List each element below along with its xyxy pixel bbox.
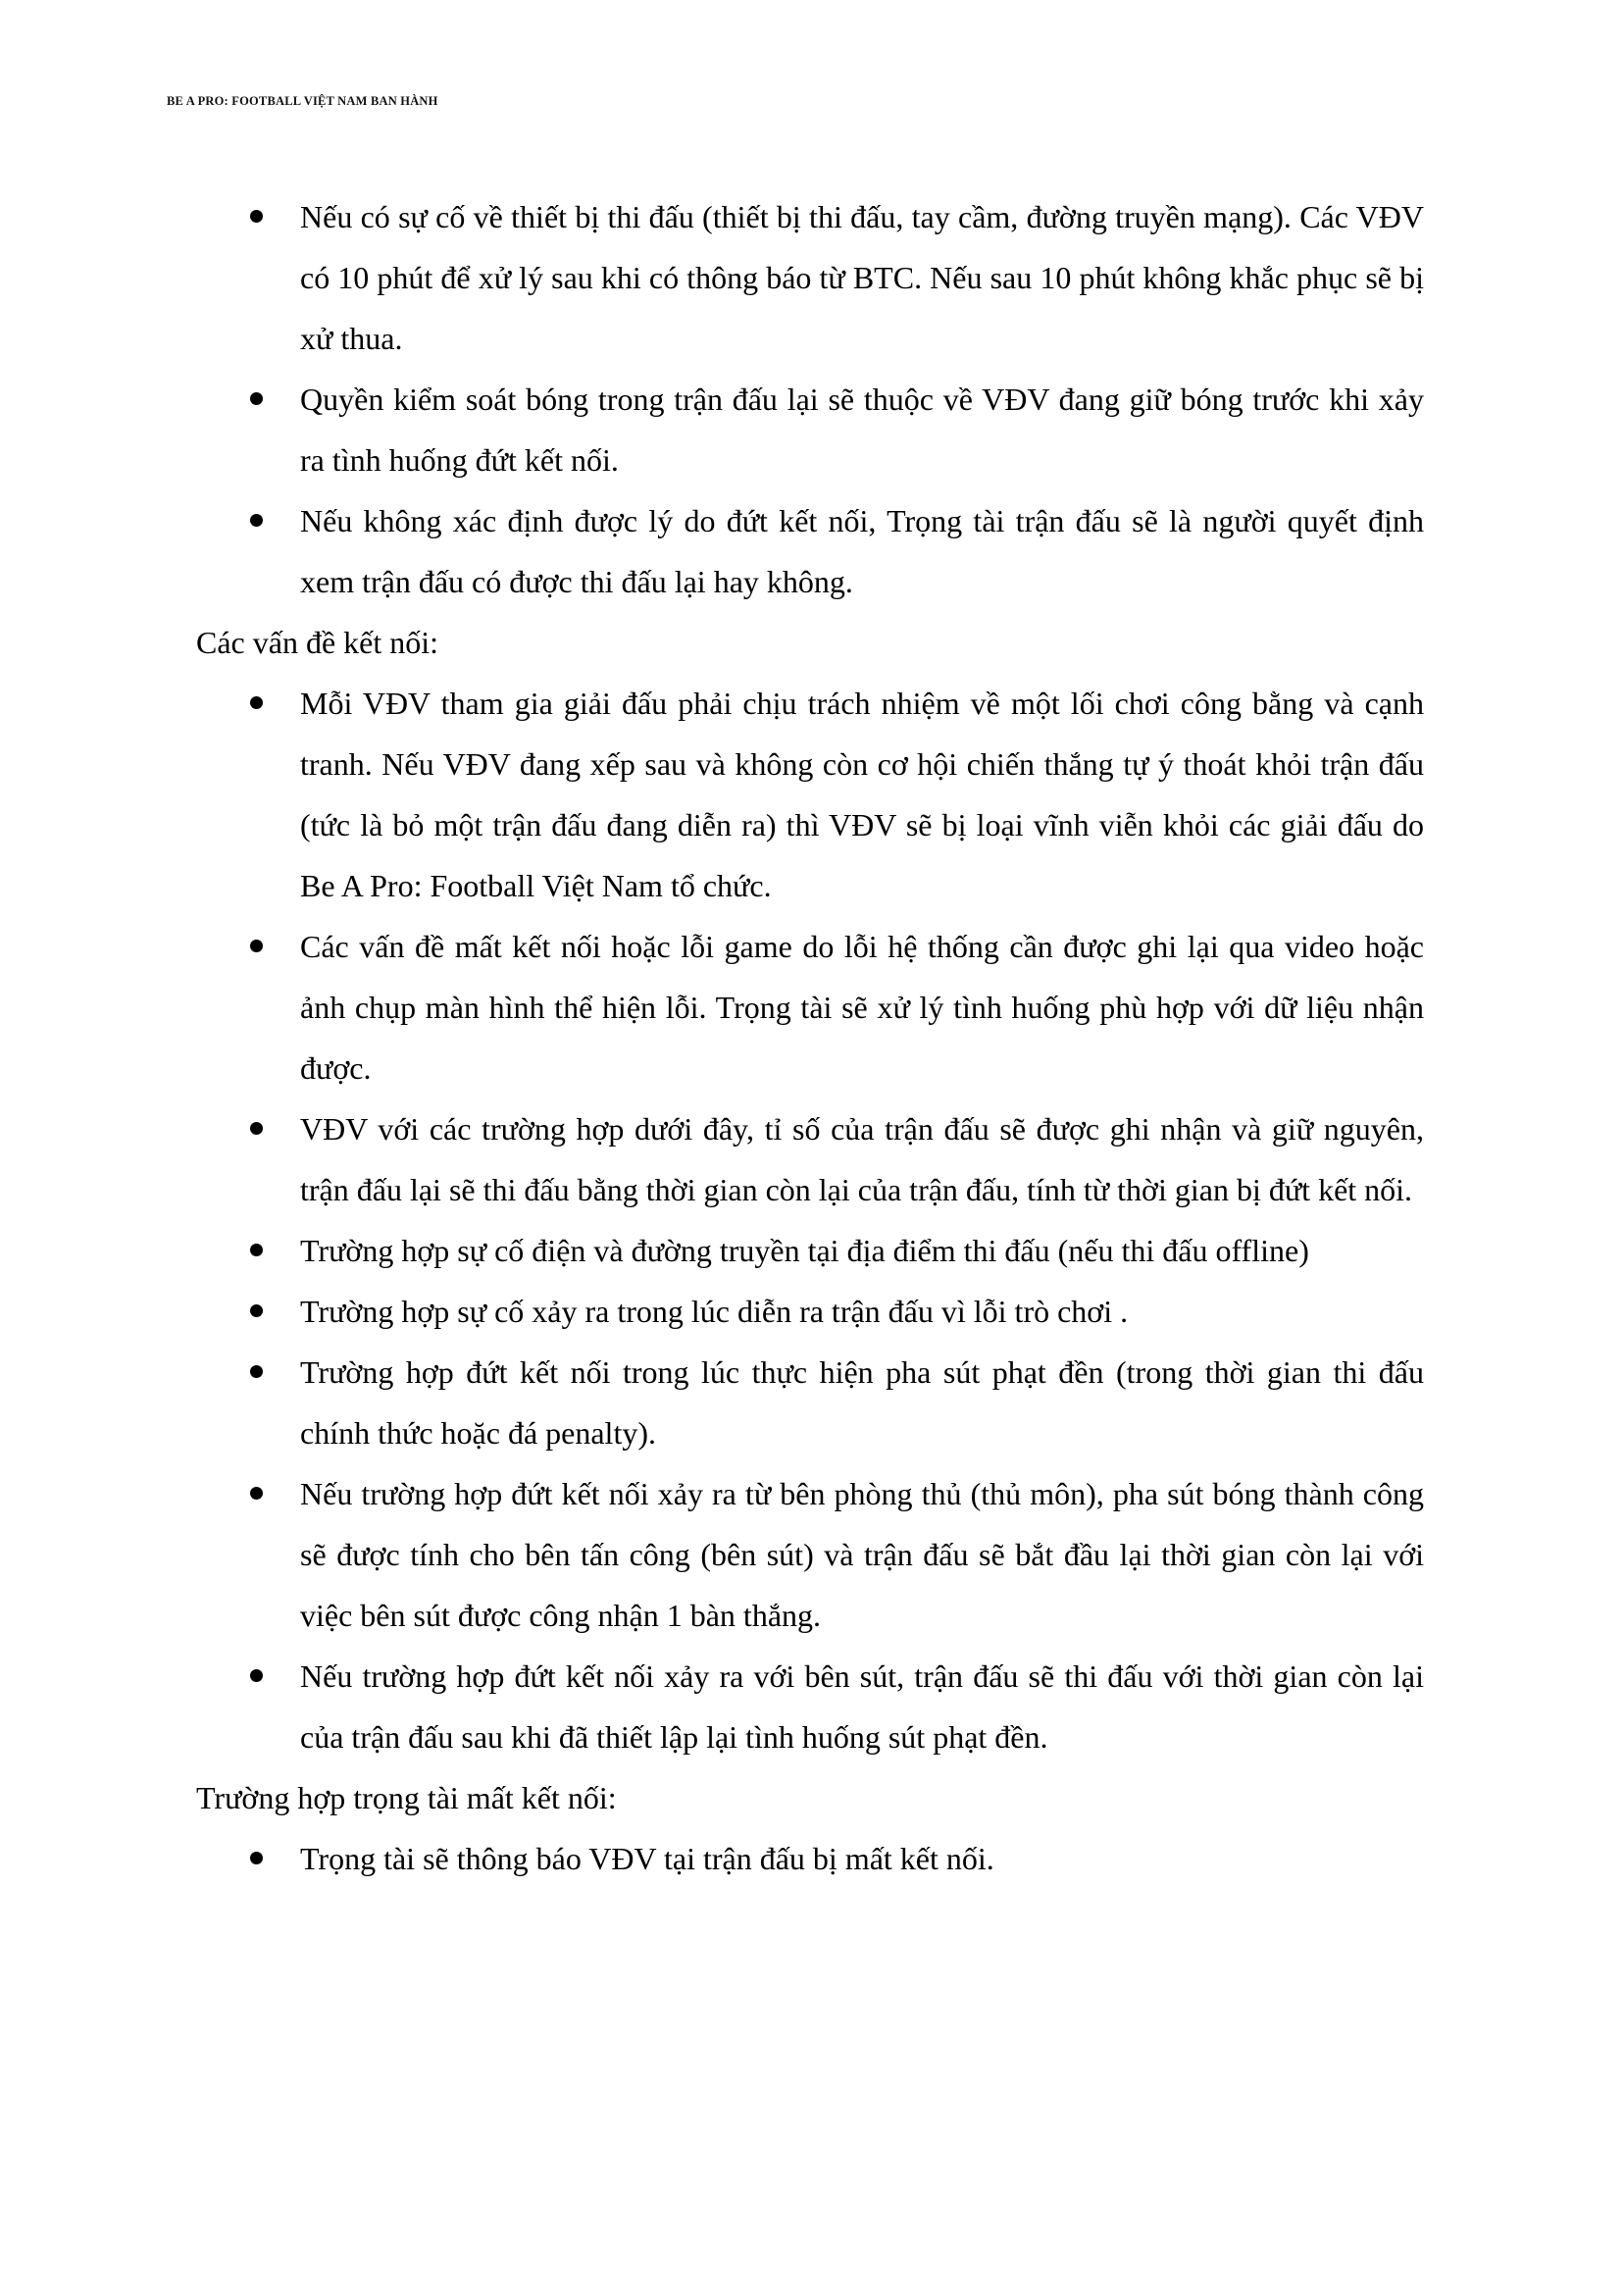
bullet-dot-icon (250, 392, 263, 405)
paragraph (196, 1767, 1424, 1828)
bullet-dot-icon (250, 1365, 263, 1378)
bullet-dot-icon (250, 1244, 263, 1256)
block-text: Trường hợp đứt kết nối trong lúc thực hiện pha sút phạt đền (trong thời gian thi đấu chính thức hoặc đá penalty). (300, 1354, 1424, 1451)
block-text: Nếu trường hợp đứt kết nối xảy ra với bên sút, trận đấu sẽ thi đấu với thời gian còn lại của trận đấu sau khi đã thiết lập lại tình huống sút phạt đền. (300, 1658, 1424, 1755)
bullet-item (196, 1220, 1424, 1281)
block-text: Trọng tài sẽ thông báo VĐV tại trận đấu bị mất kết nối. (300, 1841, 994, 1876)
block-text: Các vấn đề mất kết nối hoặc lỗi game do lỗi hệ thống cần được ghi lại qua video hoặc ảnh chụp màn hình thể hiện lỗi. Trọng tài sẽ xử lý tình huống phù hợp với dữ liệu nhận được. (300, 929, 1424, 1086)
bullet-dot-icon (250, 514, 263, 527)
paragraph (196, 612, 1424, 673)
block-text: Quyền kiểm soát bóng trong trận đấu lại sẽ thuộc về VĐV đang giữ bóng trước khi xảy ra tình huống đứt kết nối. (300, 382, 1424, 478)
bullet-dot-icon (250, 1669, 263, 1682)
block-text: VĐV với các trường hợp dưới đây, tỉ số của trận đấu sẽ được ghi nhận và giữ nguyên, trận đấu lại sẽ thi đấu bằng thời gian còn lại của trận đấu, tính từ thời gian bị đứt kết nối. (300, 1111, 1424, 1207)
bullet-item (196, 916, 1424, 1098)
bullet-dot-icon (250, 210, 263, 223)
bullet-item (196, 1342, 1424, 1463)
block-text: Nếu không xác định được lý do đứt kết nối, Trọng tài trận đấu sẽ là người quyết định xem trận đấu có được thi đấu lại hay không. (300, 503, 1424, 599)
bullet-item (196, 1098, 1424, 1220)
bullet-item (196, 186, 1424, 369)
block-text: Các vấn đề kết nối: (196, 625, 439, 660)
block-text: Trường hợp sự cố xảy ra trong lúc diễn ra trận đấu vì lỗi trò chơi . (300, 1294, 1129, 1329)
bullet-dot-icon (250, 1304, 263, 1317)
block-text: Nếu trường hợp đứt kết nối xảy ra từ bên phòng thủ (thủ môn), pha sút bóng thành công sẽ được tính cho bên tấn công (bên sút) và trận đấu sẽ bắt đầu lại thời gian còn lại với việc bên sút được công nhận 1 bàn thắng. (300, 1476, 1424, 1633)
bullet-item (196, 1463, 1424, 1646)
bullet-dot-icon (250, 696, 263, 709)
block-text: Trường hợp trọng tài mất kết nối: (196, 1780, 617, 1815)
page-header: BE A PRO: FOOTBALL VIỆT NAM BAN HÀNH (167, 94, 438, 108)
bullet-item (196, 369, 1424, 490)
bullet-item (196, 1828, 1424, 1889)
document-body (196, 186, 1424, 1889)
bullet-item (196, 673, 1424, 916)
bullet-dot-icon (250, 1487, 263, 1500)
bullet-dot-icon (250, 1852, 263, 1864)
bullet-item (196, 490, 1424, 612)
bullet-item (196, 1281, 1424, 1342)
bullet-item (196, 1646, 1424, 1767)
bullet-dot-icon (250, 940, 263, 952)
block-text: Mỗi VĐV tham gia giải đấu phải chịu trách nhiệm về một lối chơi công bằng và cạnh tranh. Nếu VĐV đang xếp sau và không còn cơ hội chiến thắng tự ý thoát khỏi trận đấu (tức là bỏ một trận đấu đang diễn ra) thì VĐV sẽ bị loại vĩnh viễn khỏi các giải đấu do Be A Pro: Football Việt Nam tổ chức. (300, 686, 1424, 903)
block-text: Trường hợp sự cố điện và đường truyền tại địa điểm thi đấu (nếu thi đấu offline) (300, 1233, 1309, 1268)
block-text: Nếu có sự cố về thiết bị thi đấu (thiết bị thi đấu, tay cầm, đường truyền mạng). Các VĐV có 10 phút để xử lý sau khi có thông báo từ BTC. Nếu sau 10 phút không khắc phục sẽ bị xử thua. (300, 199, 1424, 356)
bullet-dot-icon (250, 1122, 263, 1135)
